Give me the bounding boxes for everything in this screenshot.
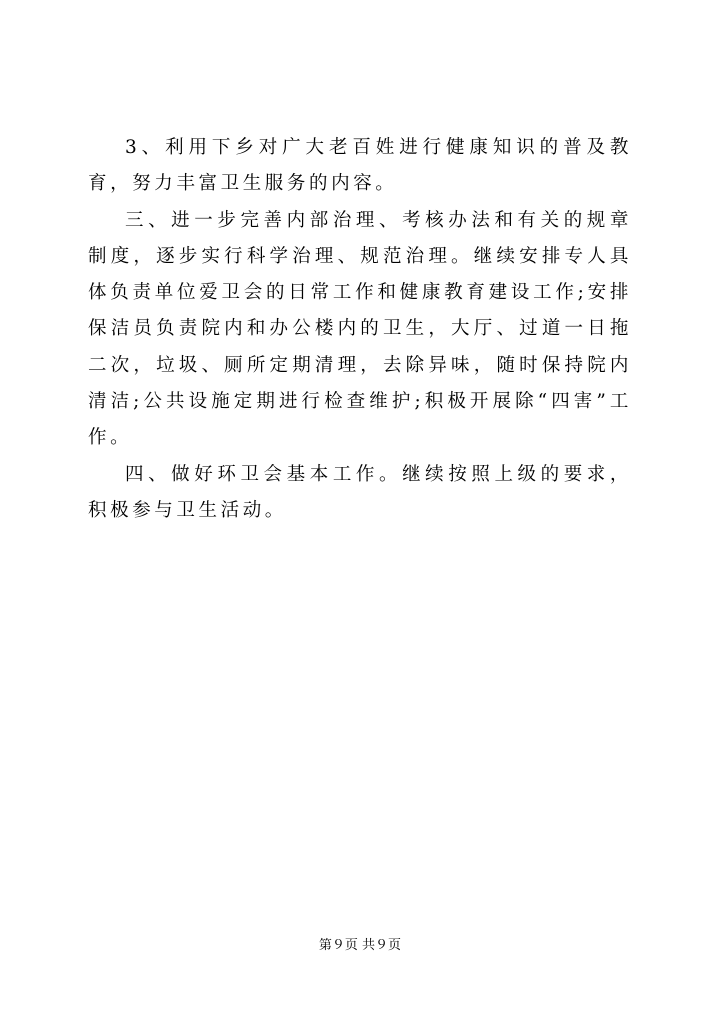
paragraph-2: 三、进一步完善内部治理、考核办法和有关的规章制度，逐步实行科学治理、规范治理。继续安排专人具体负责单位爱卫会的日常工作和健康教育建设工作;安排保洁员负责院内和办公楼内的卫生，大厅、过道一日拖二次，垃圾、厕所定期清理，去除异味，随时保持院内清洁;公共设施定期进行检查维护;积极开展除“四害”工作。: [88, 209, 632, 449]
page-number-footer: 第９页 共９页: [318, 938, 402, 953]
paragraph-1: 3、利用下乡对广大老百姓进行健康知识的普及教育，努力丰富卫生服务的内容。: [88, 137, 632, 195]
paragraph-3: 四、做好环卫会基本工作。继续按照上级的要求，积极参与卫生活动。: [88, 463, 632, 521]
document-body: [88, 130, 632, 529]
